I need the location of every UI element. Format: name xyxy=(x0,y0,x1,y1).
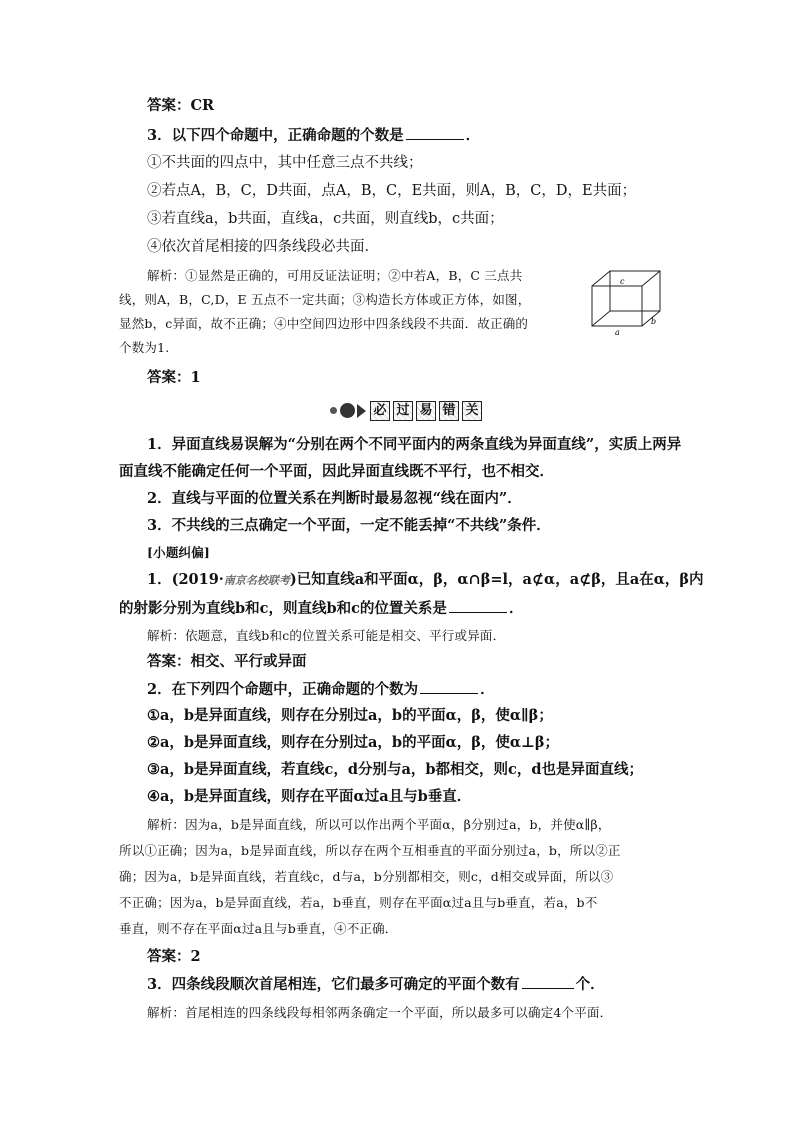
q3-solution-line-3: 显然b，c异面，故不正确；④中空间四边形中四条线段不共面．故正确的 xyxy=(119,316,529,331)
p3-end: 个． xyxy=(575,976,605,993)
p3-text: 3．四条线段顺次首尾相连，它们最多可确定的平面个数有 xyxy=(147,976,520,993)
p1-text-2: 的射影分别为直线b和c，则直线b和c的位置关系是 xyxy=(119,600,447,617)
p1-prefix: 1．(2019· xyxy=(147,571,224,588)
banner-char: 必 xyxy=(370,401,390,421)
q3-item-1: ①不共面的四点中，其中任意三点不共线； xyxy=(147,155,423,171)
p2-stem xyxy=(147,679,495,700)
p1-line-1 xyxy=(147,570,704,591)
banner-title xyxy=(370,401,482,421)
p2-item-3: ③a，b是异面直线，若直线c，d分别与a，b都相交，则c，d也是异面直线； xyxy=(147,761,643,778)
previous-answer: 答案：CR xyxy=(147,97,215,114)
answer-blank xyxy=(420,679,478,694)
answer-blank xyxy=(522,974,574,989)
question-3-end: ． xyxy=(465,127,481,144)
q3-item-2: ②若点A，B，C，D共面，点A，B，C，E共面，则A，B，C，D，E共面； xyxy=(147,183,637,199)
question-3-stem xyxy=(147,125,480,146)
p1-solution: 解析：依题意，直线b和c的位置关系可能是相交、平行或异面． xyxy=(147,628,506,643)
note-3: 3．不共线的三点确定一个平面，一定不能丢掉“不共线”条件． xyxy=(147,517,551,534)
question-3-text: 3．以下四个命题中，正确命题的个数是 xyxy=(147,127,404,144)
p1-text: )已知直线a和平面α，β，α∩β=l，a⊄α，a⊄β，且a在α，β内 xyxy=(289,571,704,588)
note-1-line-2: 面直线不能确定任何一个平面，因此异面直线既不平行，也不相交． xyxy=(119,463,554,480)
p2-solution-line-2: 所以①正确；因为a，b是异面直线，所以存在两个互相垂直的平面分别过a，b，所以②正 xyxy=(119,843,621,858)
p1-source: 南京名校联考 xyxy=(223,574,290,587)
label-c: c xyxy=(620,277,625,286)
banner-char: 错 xyxy=(439,401,459,421)
p3-solution: 解析：首尾相连的四条线段每相邻两条确定一个平面，所以最多可以确定4个平面． xyxy=(147,1005,613,1020)
banner-char: 过 xyxy=(393,401,413,421)
p2-text: 2．在下列四个命题中，正确命题的个数为 xyxy=(147,681,419,698)
q3-solution-line-2: 线，则A，B，C,D，E 五点不一定共面；③构造长方体或正方体，如图， xyxy=(119,292,531,307)
banner-small-dot-icon xyxy=(330,407,337,414)
section-banner xyxy=(330,400,490,422)
note-2: 2．直线与平面的位置关系在判断时最易忽视“线在面内”． xyxy=(147,490,522,507)
p1-line-2 xyxy=(119,598,523,619)
p2-solution-line-5: 垂直，则不存在平面α过a且与b垂直，④不正确． xyxy=(119,921,398,936)
q3-solution-line-4: 个数为1. xyxy=(119,340,170,355)
p1-answer: 答案：相交、平行或异面 xyxy=(147,653,307,670)
banner-arrow-icon xyxy=(357,404,366,418)
note-1-line-1: 1．异面直线易误解为“分别在两个不同平面内的两条直线为异面直线”，实质上两异 xyxy=(147,436,682,453)
p2-solution-line-4: 不正确；因为a，b是异面直线，若a，b垂直，则存在平面α过a且与b垂直，若a，b不 xyxy=(119,895,598,910)
p2-answer: 答案：2 xyxy=(147,948,201,965)
q3-item-4: ④依次首尾相接的四条线段必共面． xyxy=(147,239,379,255)
answer-blank xyxy=(406,125,464,140)
p2-item-2: ②a，b是异面直线，则存在分别过a，b的平面α，β，使α⊥β； xyxy=(147,734,560,751)
p2-solution-line-3: 确；因为a，b是异面直线，若直线c，d与a，b分别都相交，则c，d相交或异面，所以③ xyxy=(119,869,614,884)
p2-item-1: ①a，b是异面直线，则存在分别过a，b的平面α，β，使α∥β； xyxy=(147,707,553,724)
q3-item-3: ③若直线a，b共面，直线a，c共面，则直线b，c共面； xyxy=(147,211,504,227)
section-tag: [小题纠偏] xyxy=(147,545,211,560)
p1-end: ． xyxy=(508,600,524,617)
p2-item-4: ④a，b是异面直线，则存在平面α过a且与b垂直． xyxy=(147,788,472,805)
label-b: b xyxy=(651,317,657,326)
banner-char: 关 xyxy=(462,401,482,421)
q3-solution-line-1: 解析：①显然是正确的，可用反证法证明；②中若A，B，C 三点共 xyxy=(147,268,523,283)
q3-answer: 答案：1 xyxy=(147,369,201,386)
p2-end: ． xyxy=(480,681,495,698)
label-a: a xyxy=(615,328,620,337)
p2-solution-line-1: 解析：因为a，b是异面直线，所以可以作出两个平面α，β分别过a，b，并使α∥β， xyxy=(147,817,611,832)
p3-stem xyxy=(147,974,605,995)
answer-blank xyxy=(449,598,507,613)
cuboid-figure xyxy=(586,268,666,338)
banner-char: 易 xyxy=(416,401,436,421)
banner-large-dot-icon xyxy=(340,403,355,418)
